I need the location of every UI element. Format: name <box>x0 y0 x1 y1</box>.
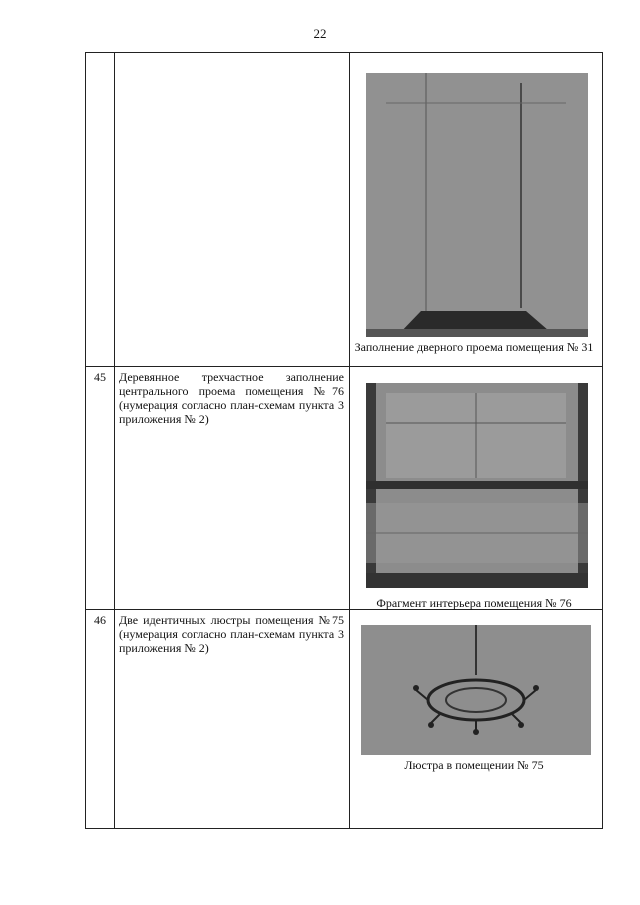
object-description: Деревянное трехчастное заполнение центрального проема помещения №76 (нумерация согласно план-схемам пункта 3 приложения № 2) <box>119 370 344 426</box>
photo-interior-fragment <box>366 383 588 588</box>
column-divider <box>114 53 115 828</box>
row-divider <box>86 366 602 367</box>
photo-caption: Люстра в помещении № 75 <box>404 758 544 772</box>
photo-door-opening <box>366 73 588 337</box>
photo-caption: Заполнение дверного проема помещения № 31 <box>354 340 594 354</box>
photo-chandelier <box>361 625 591 755</box>
row-number: 45 <box>94 370 106 384</box>
photo-caption: Фрагмент интерьера помещения № 76 <box>376 596 572 610</box>
page-number: 22 <box>313 26 327 41</box>
object-description: Две идентичных люстры помещения №75 (нумерация согласно план-схемам пункта 3 приложения № 2) <box>119 613 344 655</box>
column-divider <box>349 53 350 828</box>
row-number: 46 <box>94 613 106 627</box>
objects-table <box>85 52 603 829</box>
